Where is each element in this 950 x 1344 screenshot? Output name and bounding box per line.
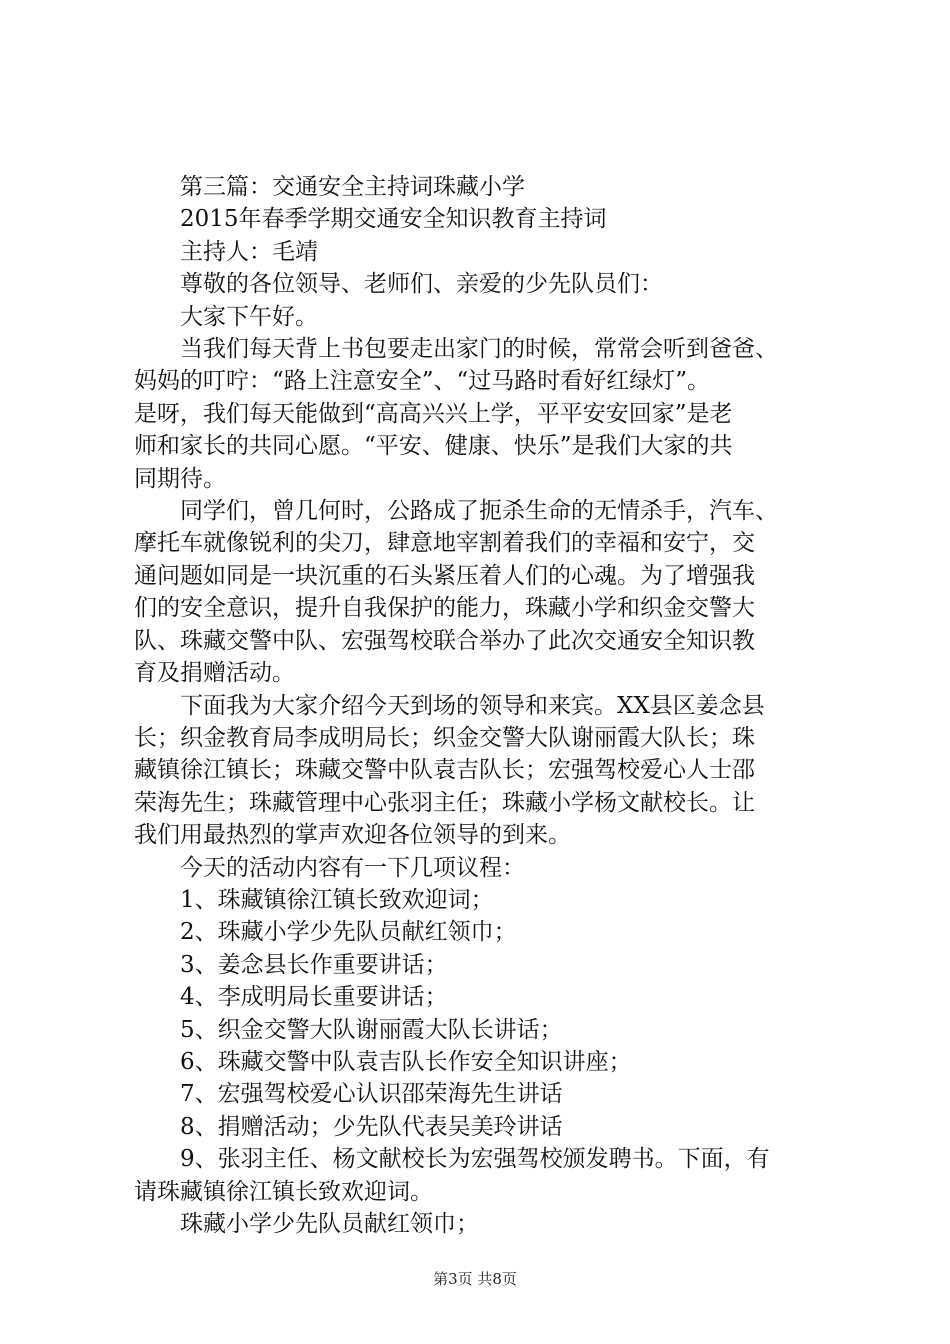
agenda-item: 4、李成明局长重要讲话； bbox=[180, 984, 448, 1011]
section-heading: 第三篇：交通安全主持词珠藏小学 bbox=[180, 174, 525, 200]
paragraph-line: 同期待。 bbox=[134, 465, 226, 492]
paragraph-line: 摩托车就像锐利的尖刀，肆意地宰割着我们的幸福和安宁，交 bbox=[134, 530, 755, 557]
paragraph-line: 下面我为大家介绍今天到场的领导和来宾。XX县区姜念县 bbox=[180, 692, 765, 719]
agenda-item: 9、张羽主任、杨文献校长为宏强驾校颁发聘书。下面，有 bbox=[180, 1146, 770, 1173]
paragraph-line: 请珠藏镇徐江镇长致欢迎词。 bbox=[134, 1178, 433, 1205]
paragraph-line: 同学们，曾几何时，公路成了扼杀生命的无情杀手，汽车、 bbox=[180, 498, 778, 525]
paragraph-line: 当我们每天背上书包要走出家门的时候，常常会听到爸爸、 bbox=[180, 336, 778, 363]
paragraph-line: 育及捐赠活动。 bbox=[134, 660, 295, 687]
agenda-item: 5、织金交警大队谢丽霞大队长讲话； bbox=[180, 1016, 563, 1043]
paragraph-line: 妈妈的叮咛：“路上注意安全”、“过马路时看好红绿灯”。 bbox=[134, 368, 711, 395]
paragraph-line: 是呀，我们每天能做到“高高兴兴上学，平平安安回家”是老 bbox=[134, 400, 733, 427]
paragraph-line: 荣海先生；珠藏管理中心张羽主任；珠藏小学杨文献校长。让 bbox=[134, 789, 755, 816]
agenda-item: 8、捐赠活动；少先队代表吴美玲讲话 bbox=[180, 1113, 563, 1140]
paragraph-line: 师和家长的共同心愿。“平安、健康、快乐”是我们大家的共 bbox=[134, 433, 733, 460]
agenda-item: 6、珠藏交警中队袁吉队长作安全知识讲座； bbox=[180, 1048, 632, 1075]
paragraph-line: 长；织金教育局李成明局长；织金交警大队谢丽霞大队长；珠 bbox=[134, 724, 755, 751]
agenda-item: 2、珠藏小学少先队员献红领巾； bbox=[180, 919, 517, 946]
agenda-item: 7、宏强驾校爱心认识邵荣海先生讲话 bbox=[180, 1081, 563, 1108]
greeting-line: 尊敬的各位领导、老师们、亲爱的少先队员们： bbox=[180, 271, 663, 298]
agenda-item: 1、珠藏镇徐江镇长致欢迎词； bbox=[180, 886, 494, 913]
document-body bbox=[134, 171, 834, 1240]
page-number-footer: 第3页 共8页 bbox=[433, 1270, 517, 1288]
paragraph-line: 通问题如同是一块沉重的石头紧压着人们的心魂。为了增强我 bbox=[134, 562, 755, 589]
paragraph-line: 队、珠藏交警中队、宏强驾校联合举办了此次交通安全知识教 bbox=[134, 627, 755, 654]
greeting-line: 大家下午好。 bbox=[180, 303, 318, 330]
agenda-intro: 今天的活动内容有一下几项议程： bbox=[180, 854, 525, 881]
paragraph-line: 珠藏小学少先队员献红领巾； bbox=[180, 1211, 479, 1237]
paragraph-line: 我们用最热烈的掌声欢迎各位领导的到来。 bbox=[134, 822, 571, 849]
host-line: 主持人：毛靖 bbox=[180, 238, 318, 265]
paragraph-line: 们的安全意识，提升自我保护的能力，珠藏小学和织金交警大 bbox=[134, 595, 755, 622]
document-title: 2015年春季学期交通安全知识教育主持词 bbox=[180, 206, 607, 233]
paragraph-line: 藏镇徐江镇长；珠藏交警中队袁吉队长；宏强驾校爱心人士邵 bbox=[134, 757, 755, 784]
agenda-item: 3、姜念县长作重要讲话； bbox=[180, 951, 448, 978]
